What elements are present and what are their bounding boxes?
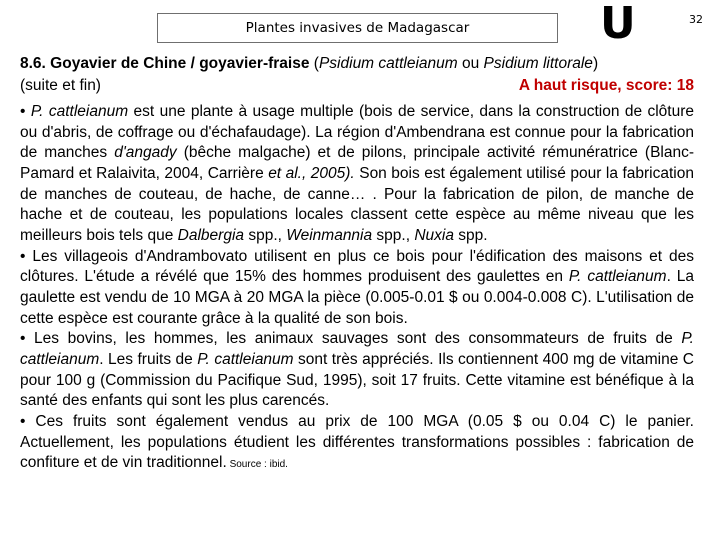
subheading-row bbox=[20, 76, 694, 95]
section-letter: U bbox=[600, 0, 636, 49]
text-run: . Les fruits de bbox=[99, 350, 198, 368]
text-run: . La gaulette est vendu de 10 MGA à 20 MGA la pièce (0.005-0.01 $ ou 0.004-0.008 C). L'utilisation de cette espèce est courante grâce à la qualité de son bois. bbox=[20, 268, 694, 327]
page-number: 32 bbox=[689, 13, 703, 26]
italic-run: d'angady bbox=[114, 144, 177, 162]
or-text: ou bbox=[457, 55, 484, 72]
page-title: Plantes invasives de Madagascar bbox=[245, 20, 470, 36]
text-run: Son bois est également utilisé pour la fabrication de manches de couteau, de hache, de canne… . Pour la fabrication de pilon, de manche de hache et de couteau, les populations locales classent cette espèce au même niveau que les meilleurs bois tels que bbox=[20, 164, 694, 244]
text-run: sont très appréciés. Ils contiennent 400 mg de vitamine C pour 100 g (Commission du Pacifique Sud, 1995), soit 17 fruits. Cette vitamine est bénéfique à la santé des enfants qui sont les plus carencés. bbox=[20, 350, 694, 410]
text-run: • bbox=[20, 103, 31, 120]
italic-run: Nuxia bbox=[414, 226, 454, 244]
text-run: • Ces fruits sont également vendus au prix de 100 MGA (0.05 $ ou 0.04 C) le panier. Actuellement, les populations étudient les différentes transformations possibles : fabrication de confiture et de vin traditionnel. bbox=[20, 412, 694, 472]
paragraph-2 bbox=[20, 247, 694, 330]
italic-run: Dalbergia bbox=[177, 226, 245, 244]
paragraph-4 bbox=[20, 412, 694, 476]
source-note: Source : ibid. bbox=[226, 459, 288, 471]
paragraph-3 bbox=[20, 329, 694, 412]
scientific-name-2: Psidium littorale bbox=[483, 55, 593, 72]
section-heading bbox=[20, 54, 598, 73]
heading-name: Goyavier de Chine / goyavier-fraise bbox=[50, 55, 310, 72]
italic-run: Weinmannia bbox=[286, 226, 373, 244]
text-run: • Les bovins, les hommes, les animaux sauvages sont des consommateurs de fruits de bbox=[20, 330, 682, 348]
text-run: (bêche malgache) et de pilons, principale activité rémunératrice (Blanc-Pamard et Ralaivita, 2004, Carrière bbox=[20, 144, 695, 182]
paragraph-1 bbox=[20, 102, 694, 247]
body-text bbox=[20, 102, 694, 476]
italic-run: P. cattleianum bbox=[20, 330, 694, 368]
text-run: est une plante à usage multiple (bois de service, dans la construction de clôture ou d'abris, de coffrage ou d'échafaudage). La région d'Ambendrana est connue pour la fabrication de manches bbox=[20, 103, 694, 162]
text-run: spp., bbox=[372, 226, 415, 244]
heading-number: 8.6. bbox=[20, 55, 46, 72]
italic-run: P. cattleianum bbox=[30, 103, 129, 120]
scientific-name-1: Psidium cattleianum bbox=[318, 55, 458, 72]
continued-label: (suite et fin) bbox=[20, 77, 101, 94]
paren-close: ) bbox=[592, 55, 599, 72]
italic-run: P. cattleianum bbox=[568, 268, 667, 286]
paren-open: ( bbox=[313, 55, 319, 72]
text-run: spp., bbox=[244, 226, 287, 244]
italic-run: P. cattleianum bbox=[197, 350, 294, 368]
text-run: spp. bbox=[453, 226, 488, 244]
risk-label: A haut risque, score: 18 bbox=[518, 77, 694, 94]
italic-run: et al., 2005). bbox=[268, 164, 355, 182]
text-run: • Les villageois d'Andrambovato utilisent en plus ce bois pour l'édification des maisons et des clôtures. L'étude a révélé que 15% des hommes produisent des gaulettes en bbox=[20, 247, 694, 286]
title-box bbox=[157, 13, 558, 43]
